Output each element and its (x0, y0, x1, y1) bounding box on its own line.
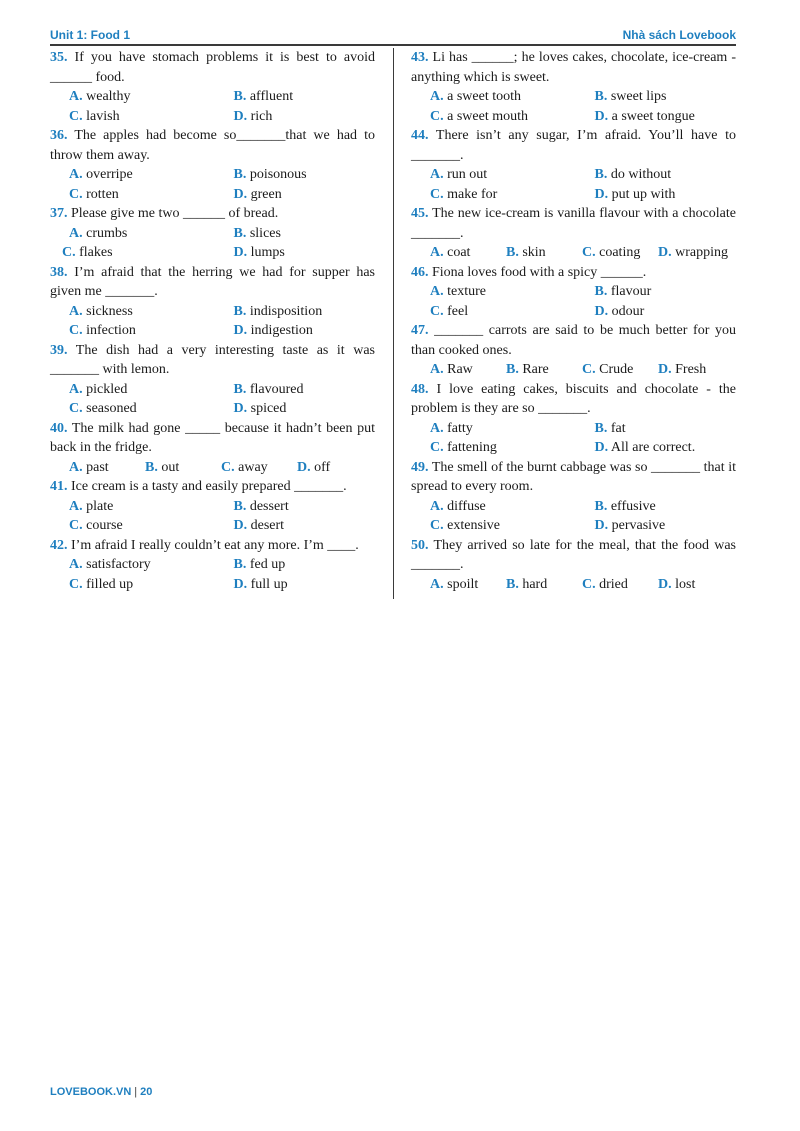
option-text: full up (250, 576, 288, 592)
option-text: hard (522, 576, 548, 592)
option-text: skin (522, 245, 546, 260)
question-stem: The smell of the burnt cabbage was so _______ that it spread to every room. (411, 459, 737, 494)
option-text: past (86, 459, 109, 475)
answer-option (411, 185, 574, 205)
option-letter: C. (430, 518, 444, 533)
option-letter: A. (430, 89, 444, 104)
answer-option (50, 497, 213, 517)
option-text: desert (250, 518, 285, 533)
question-number: 45. (411, 206, 429, 221)
option-text: texture (447, 284, 486, 299)
option-letter: C. (69, 576, 83, 592)
option-text: indigestion (250, 323, 313, 338)
option-letter: A. (430, 420, 444, 436)
option-letter: D. (233, 401, 248, 416)
answer-option (574, 282, 737, 302)
option-text: filled up (86, 576, 134, 592)
option-text: off (314, 459, 331, 475)
question-stem: _______ carrots are said to be much better for you than cooked ones. (411, 323, 736, 358)
option-text: plate (86, 498, 114, 514)
option-text: wrapping (675, 245, 729, 260)
question-block (411, 380, 736, 458)
option-text: infection (86, 323, 136, 338)
answer-option (213, 321, 376, 341)
question-stem: The milk had gone _____ because it hadn’t been put back in the fridge. (50, 420, 376, 455)
question-stem: Please give me two ______ of bread. (71, 206, 279, 221)
option-text: do without (610, 167, 672, 182)
answer-option (50, 575, 213, 595)
question-text (50, 341, 375, 380)
question-text (50, 419, 375, 458)
answer-option (411, 243, 506, 263)
option-letter: B. (506, 245, 519, 260)
unit-title: Unit 1: Food 1 (50, 28, 130, 42)
answer-options (411, 165, 736, 204)
option-text: pickled (86, 381, 128, 397)
answer-options (50, 458, 375, 478)
option-letter: A. (69, 557, 83, 572)
option-text: flavour (610, 284, 652, 299)
option-letter: B. (233, 557, 247, 572)
option-text: away (238, 459, 268, 475)
question-text (50, 126, 375, 165)
option-letter: C. (69, 518, 83, 533)
page-header (50, 26, 736, 46)
question-number: 50. (411, 537, 429, 553)
question-number: 40. (50, 420, 68, 436)
question-text (411, 48, 736, 87)
option-letter: A. (69, 381, 83, 397)
answer-option (574, 302, 737, 322)
option-text: make for (447, 186, 498, 202)
option-letter: A. (69, 498, 83, 514)
option-letter: B. (594, 89, 608, 104)
answer-option (658, 360, 734, 380)
option-text: All are correct. (610, 440, 696, 455)
answer-option (213, 224, 376, 244)
question-stem: The dish had a very interesting taste as it was _______ with lemon. (50, 342, 376, 377)
question-stem: They arrived so late for the meal, that the food was _______. (411, 537, 736, 572)
question-block (50, 263, 375, 341)
answer-options (50, 555, 375, 594)
option-letter: D. (594, 518, 609, 533)
option-letter: C. (430, 440, 444, 455)
option-text: odour (611, 303, 645, 319)
answer-option (658, 575, 734, 595)
question-number: 39. (50, 342, 68, 358)
option-text: rich (250, 108, 273, 124)
answer-options (411, 87, 736, 126)
question-number: 37. (50, 206, 68, 221)
answer-option (50, 224, 213, 244)
answer-option (213, 497, 376, 517)
option-text: green (250, 186, 282, 202)
option-letter: D. (594, 440, 609, 455)
answer-option (213, 302, 376, 322)
option-letter: D. (658, 245, 672, 260)
option-text: sweet lips (610, 89, 667, 104)
option-text: run out (447, 167, 488, 182)
option-text: seasoned (86, 401, 137, 416)
option-text: indisposition (249, 303, 323, 319)
answer-option (574, 497, 737, 517)
answer-option (50, 185, 213, 205)
option-text: pervasive (611, 518, 666, 533)
option-letter: D. (233, 576, 248, 592)
option-text: satisfactory (86, 557, 151, 572)
question-block (50, 536, 375, 595)
answer-option (50, 380, 213, 400)
option-text: a sweet tongue (611, 108, 695, 124)
question-stem: I’m afraid that the herring we had for supper has given me _______. (50, 264, 376, 299)
answer-option (574, 165, 737, 185)
question-stem: The new ice-cream is vanilla flavour with a chocolate _______. (411, 206, 736, 241)
answer-option (50, 321, 213, 341)
answer-option (582, 575, 658, 595)
answer-options (50, 497, 375, 536)
answer-option (213, 575, 376, 595)
option-text: affluent (249, 89, 294, 104)
option-letter: C. (582, 362, 596, 377)
option-letter: D. (658, 576, 672, 592)
footer-separator: | (134, 1086, 138, 1098)
option-letter: D. (233, 245, 248, 260)
option-letter: B. (506, 576, 519, 592)
answer-option (213, 516, 376, 536)
option-text: slices (249, 225, 281, 241)
left-column (50, 48, 375, 594)
question-number: 38. (50, 264, 68, 280)
option-text: spoilt (447, 576, 479, 592)
answer-option (50, 87, 213, 107)
footer-site: LOVEBOOK.VN (50, 1086, 132, 1098)
answer-option (145, 458, 221, 478)
question-text (50, 204, 375, 224)
answer-option (411, 302, 574, 322)
question-block (50, 477, 375, 536)
question-text (50, 263, 375, 302)
option-text: diffuse (447, 498, 486, 514)
answer-option (411, 497, 574, 517)
option-letter: A. (430, 576, 444, 592)
question-block (411, 204, 736, 263)
question-number: 46. (411, 264, 429, 280)
option-text: lumps (250, 245, 285, 260)
question-text (411, 126, 736, 165)
answer-options (50, 302, 375, 341)
option-text: wealthy (86, 89, 131, 104)
option-letter: A. (430, 362, 444, 377)
answer-option (574, 87, 737, 107)
option-letter: A. (430, 245, 444, 260)
question-number: 44. (411, 128, 429, 143)
question-stem: Fiona loves food with a spicy ______. (432, 264, 647, 280)
question-number: 47. (411, 323, 429, 338)
answer-option (411, 419, 574, 439)
option-text: fattening (447, 440, 497, 455)
question-stem: Ice cream is a tasty and easily prepared _______. (71, 479, 347, 494)
option-letter: B. (233, 89, 247, 104)
answer-option (297, 458, 373, 478)
answer-option (213, 399, 376, 419)
option-letter: D. (594, 303, 609, 319)
option-text: Rare (522, 362, 549, 377)
option-letter: C. (69, 186, 83, 202)
option-letter: B. (594, 420, 608, 436)
answer-option (411, 282, 574, 302)
answer-option (582, 243, 658, 263)
option-letter: A. (69, 303, 83, 319)
option-text: coating (599, 245, 641, 260)
option-letter: B. (233, 303, 247, 319)
question-number: 36. (50, 128, 68, 143)
option-letter: D. (233, 186, 248, 202)
option-letter: D. (233, 108, 248, 124)
option-text: coat (447, 245, 471, 260)
option-letter: A. (69, 225, 83, 241)
answer-option (50, 302, 213, 322)
answer-options (411, 243, 736, 263)
option-letter: C. (69, 323, 83, 338)
question-block (411, 321, 736, 380)
publisher-name: Nhà sách Lovebook (622, 28, 736, 42)
option-text: flakes (79, 245, 113, 260)
option-letter: A. (69, 89, 83, 104)
option-text: put up with (611, 186, 676, 202)
answer-option (574, 185, 737, 205)
option-letter: A. (69, 459, 83, 475)
question-stem: I love eating cakes, biscuits and chocolate - the problem is they are so _______. (411, 381, 736, 416)
option-text: crumbs (86, 225, 128, 241)
question-number: 35. (50, 50, 68, 65)
question-block (411, 458, 736, 536)
answer-option (213, 165, 376, 185)
question-number: 41. (50, 479, 68, 494)
answer-option (50, 243, 213, 263)
option-text: spiced (250, 401, 287, 416)
option-text: course (86, 518, 123, 533)
option-letter: D. (297, 459, 311, 475)
option-text: poisonous (249, 167, 307, 182)
answer-option (50, 555, 213, 575)
option-letter: A. (69, 167, 83, 182)
option-letter: B. (145, 459, 158, 475)
option-text: lavish (86, 108, 120, 124)
question-text (411, 458, 736, 497)
answer-option (506, 360, 582, 380)
option-text: lost (675, 576, 696, 592)
option-text: fat (610, 420, 626, 436)
question-stem: I’m afraid I really couldn’t eat any more. I’m ____. (71, 537, 359, 553)
option-letter: D. (658, 362, 672, 377)
option-letter: D. (594, 108, 609, 124)
question-block (50, 126, 375, 204)
option-letter: B. (594, 498, 608, 514)
answer-option (574, 107, 737, 127)
question-block (50, 204, 375, 263)
answer-options (411, 360, 736, 380)
option-letter: A. (430, 284, 444, 299)
option-letter: C. (69, 401, 83, 416)
option-text: fed up (249, 557, 286, 572)
option-letter: B. (233, 225, 247, 241)
question-text (411, 321, 736, 360)
page-number: 20 (140, 1086, 153, 1098)
option-letter: B. (233, 381, 247, 397)
answer-option (582, 360, 658, 380)
column-divider (393, 48, 394, 599)
option-letter: B. (233, 167, 247, 182)
question-text (50, 536, 375, 556)
question-stem: The apples had become so_______that we had to throw them away. (50, 128, 375, 163)
page-footer (50, 1086, 152, 1098)
answer-option (213, 87, 376, 107)
option-text: a sweet tooth (447, 89, 521, 104)
answer-option (221, 458, 297, 478)
option-letter: A. (430, 167, 444, 182)
question-stem: There isn’t any sugar, I’m afraid. You’ll have to _______. (411, 128, 737, 163)
option-text: feel (447, 303, 469, 319)
question-number: 42. (50, 537, 68, 553)
option-letter: C. (582, 576, 596, 592)
option-text: Fresh (675, 362, 707, 377)
option-letter: C. (430, 186, 444, 202)
answer-option (213, 555, 376, 575)
option-text: Crude (599, 362, 634, 377)
question-block (411, 48, 736, 126)
question-number: 48. (411, 381, 429, 397)
answer-option (213, 107, 376, 127)
question-block (411, 126, 736, 204)
option-letter: B. (506, 362, 519, 377)
option-text: rotten (86, 186, 119, 202)
answer-option (411, 107, 574, 127)
right-column (411, 48, 736, 594)
answer-options (411, 575, 736, 595)
option-letter: C. (430, 108, 444, 124)
answer-option (50, 107, 213, 127)
question-block (50, 419, 375, 478)
option-text: sickness (86, 303, 133, 319)
option-text: overripe (86, 167, 133, 182)
option-text: fatty (447, 420, 473, 436)
answer-option (506, 575, 582, 595)
question-stem: If you have stomach problems it is best to avoid ______ food. (50, 50, 375, 85)
answer-options (411, 419, 736, 458)
option-letter: C. (221, 459, 235, 475)
answer-options (411, 497, 736, 536)
answer-option (411, 165, 574, 185)
answer-option (50, 516, 213, 536)
answer-option (411, 438, 574, 458)
answer-option (213, 243, 376, 263)
option-letter: C. (582, 245, 596, 260)
option-letter: B. (594, 167, 608, 182)
answer-option (574, 438, 737, 458)
question-text (411, 536, 736, 575)
option-letter: D. (233, 323, 248, 338)
question-number: 49. (411, 459, 429, 475)
answer-options (50, 87, 375, 126)
answer-option (574, 516, 737, 536)
question-stem: Li has ______; he loves cakes, chocolate, ice-cream - anything which is sweet. (411, 50, 737, 85)
question-text (411, 204, 736, 243)
answer-option (213, 380, 376, 400)
option-text: extensive (447, 518, 500, 533)
answer-option (506, 243, 582, 263)
answer-option (411, 575, 506, 595)
option-letter: C. (69, 108, 83, 124)
option-text: a sweet mouth (447, 108, 528, 124)
option-text: out (161, 459, 180, 475)
option-letter: D. (233, 518, 248, 533)
answer-options (50, 380, 375, 419)
option-letter: A. (430, 498, 444, 514)
answer-option (50, 458, 145, 478)
answer-option (574, 419, 737, 439)
option-letter: B. (233, 498, 247, 514)
option-letter: C. (430, 303, 444, 319)
question-text (411, 263, 736, 283)
option-text: effusive (610, 498, 656, 514)
option-text: dried (599, 576, 628, 592)
answer-options (411, 282, 736, 321)
question-text (50, 48, 375, 87)
answer-option (213, 185, 376, 205)
question-number: 43. (411, 50, 429, 65)
answer-option (50, 165, 213, 185)
question-block (50, 48, 375, 126)
answer-options (50, 224, 375, 263)
question-block (411, 263, 736, 322)
option-letter: D. (594, 186, 609, 202)
question-block (50, 341, 375, 419)
option-letter: C. (62, 245, 76, 260)
answer-option (411, 360, 506, 380)
question-text (50, 477, 375, 497)
answer-option (411, 516, 574, 536)
option-text: dessert (249, 498, 289, 514)
answer-option (411, 87, 574, 107)
option-text: Raw (447, 362, 473, 377)
question-block (411, 536, 736, 595)
answer-option (50, 399, 213, 419)
answer-options (50, 165, 375, 204)
question-text (411, 380, 736, 419)
answer-option (658, 243, 734, 263)
option-text: flavoured (249, 381, 304, 397)
option-letter: B. (594, 284, 608, 299)
